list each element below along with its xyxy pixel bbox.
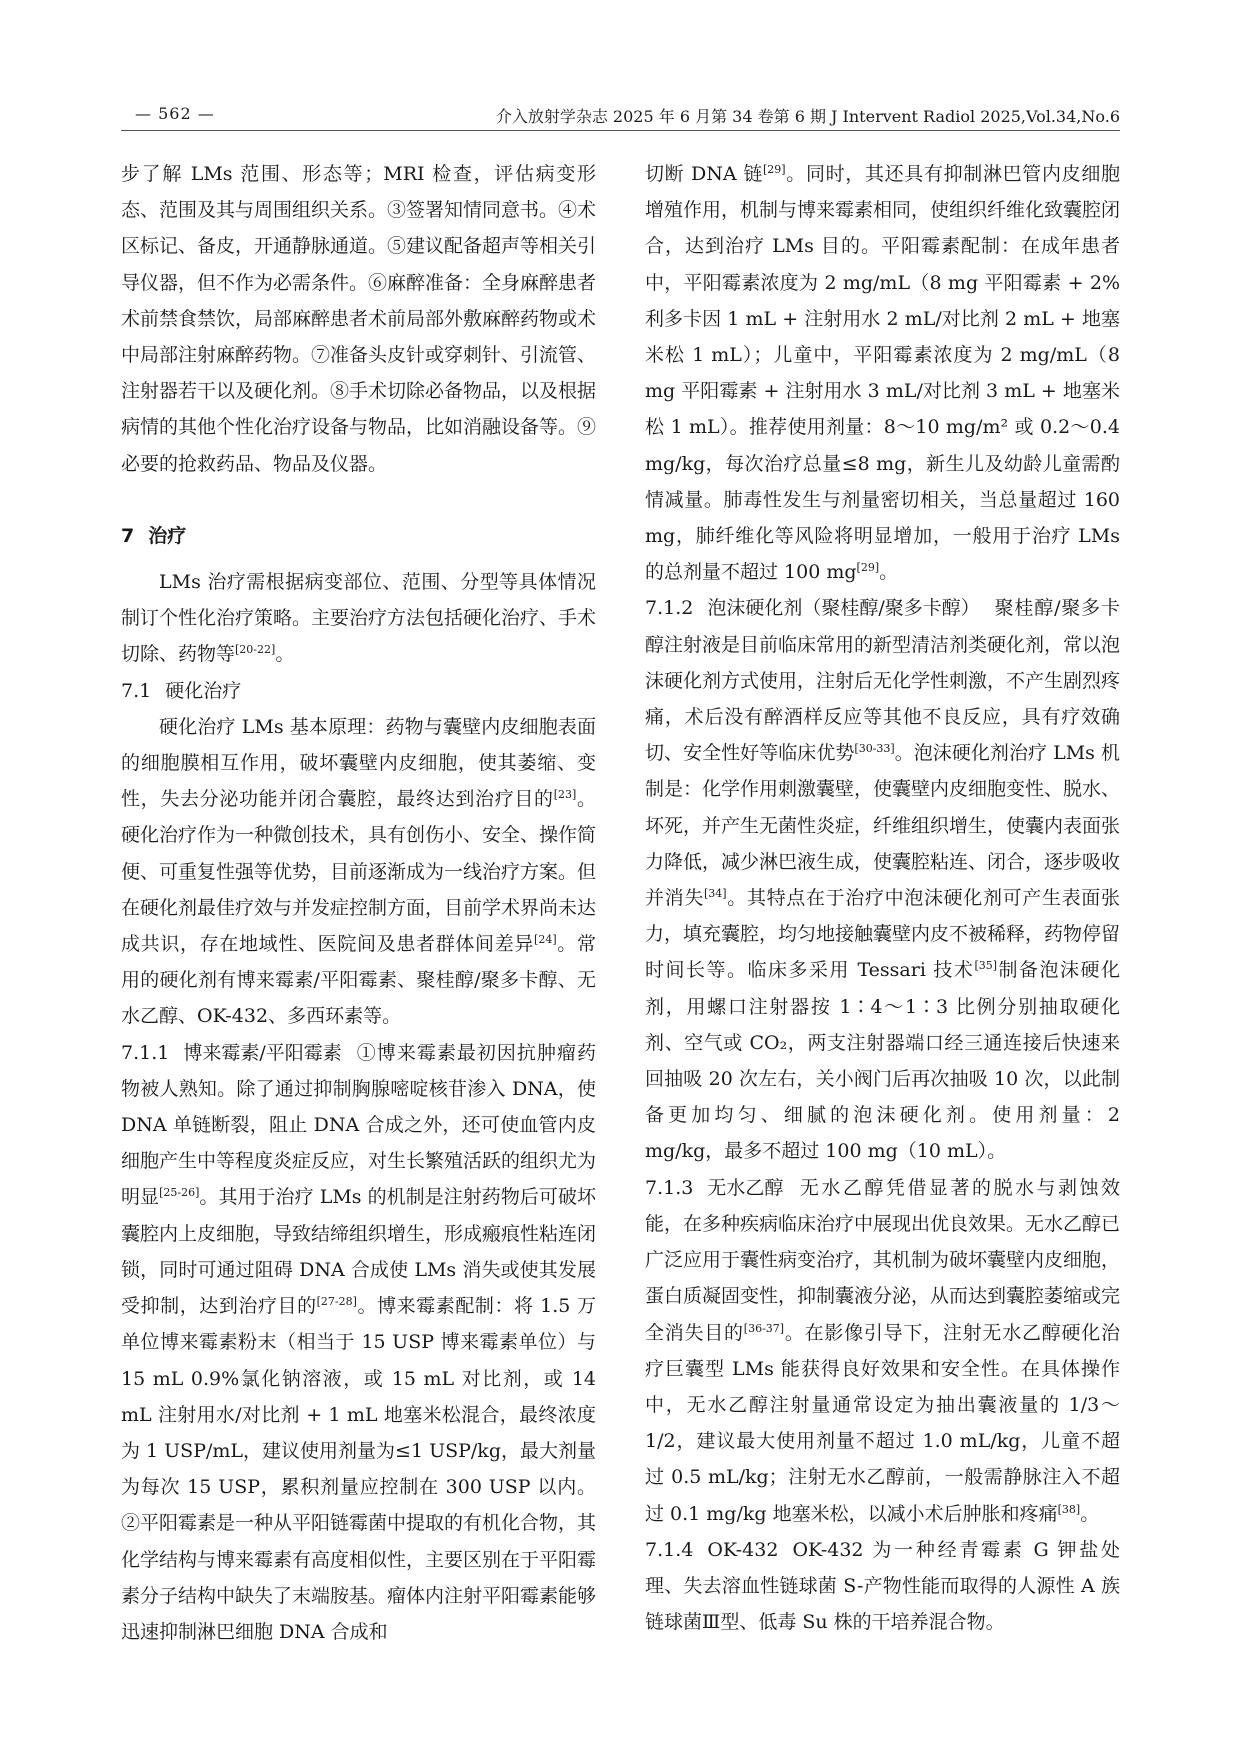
paragraph: 步了解 LMs 范围、形态等；MRI 检查，评估病变形态、范围及其与周围组织关系。③签署知情同意书。④术区标记、备皮，开通静脉通道。⑤建议配备超声等相关引导仪器，但不作为必需条件。⑥麻醉准备：全身麻醉患者术前禁食禁饮，局部麻醉患者术前局部外敷麻醉药物或术中局部注射麻醉药物。⑦准备头皮针或穿刺针、引流管、注射器若干以及硬化剂。⑧手术切除必备物品，以及根据病情的其他个性化治疗设备与物品，比如消融设备等。⑨必要的抢救药品、物品及仪器。 xyxy=(121,163,597,475)
subsection-number: 7.1.4 xyxy=(645,1538,694,1561)
section-heading-7 xyxy=(121,518,596,554)
section-number: 7 xyxy=(121,524,135,547)
page-number: — 562 — xyxy=(135,104,215,123)
citation: [20-22] xyxy=(235,643,276,657)
paragraph-7-1-1: 7.1.1 博来霉素/平阳霉素 ①博来霉素最初因抗肿瘤药物被人熟知。除了通过抑制胸腺嘧啶核苷渗入 DNA，使 DNA 单链断裂，阻止 DNA 合成之外，还可使血管内皮细胞产生中等程度炎症反应，对生长繁殖活跃的组织尤为明显[25-26]。其用于治疗 LMs 的机制是注射药物后可破坏囊腔内上皮细胞，导致结缔组织增生，形成瘢痕性粘连闭锁，同时可通过阻碍 DNA 合成使 LMs 消失或使其发展受抑制，达到治疗目的[27-28]。博来霉素配制：将 1.5 万单位博来霉素粉末（相当于 15 USP 博来霉素单位）与 15 mL 0.9%氯化钠溶液，或 15 mL 对比剂，或 14 mL 注射用水/对比剂 + 1 mL 地塞米松混合，最终浓度为 1 USP/mL，建议使用剂量为≤1 USP/kg，最大剂量为每次 15 USP，累积剂量应控制在 300 USP 以内。②平阳霉素是一种从平阳链霉菌中提取的有机化合物，其化学结构与博来霉素有高度相似性，主要区别在于平阳霉素分子结构中缺失了末端胺基。瘤体内注射平阳霉素能够迅速抑制淋巴细胞 DNA 合成和 xyxy=(121,1035,596,1650)
citation: [34] xyxy=(704,887,727,901)
subsection-title: OK-432 xyxy=(707,1538,779,1561)
citation: [35] xyxy=(974,959,998,973)
paragraph: 切断 DNA 链[29]。同时，其还具有抑制淋巴管内皮细胞增殖作用，机制与博来霉素相同，使组织纤维化致囊腔闭合，达到治疗 LMs 目的。平阳霉素配制：在成年患者中，平阳霉素浓度为 2 mg/mL（8 mg 平阳霉素 + 2%利多卡因 1 mL + 注射用水 2 mL/对比剂 2 mL + 地塞米松 1 mL）；儿童中，平阳霉素浓度为 2 mg/mL（8 mg 平阳霉素 + 注射用水 3 mL/对比剂 3 mL + 地塞米松 1 mL）。推荐使用剂量：8～10 mg/m² 或 0.2～0.4 mg/kg，每次治疗总量≤8 mg，新生儿及幼龄儿童需酌情减量。肺毒性发生与剂量密切相关，当总量超过 160 mg，肺纤维化等风险将明显增加，一般用于治疗 LMs 的总剂量不超过 100 mg[29]。 xyxy=(645,163,1121,584)
subsection-heading-7-1 xyxy=(121,673,596,709)
citation: [29] xyxy=(763,163,786,176)
running-header xyxy=(121,104,1120,131)
citation: [24] xyxy=(534,933,557,947)
subsection-number: 7.1.3 xyxy=(645,1176,694,1199)
paragraph-7-1-2: 7.1.2 泡沫硬化剂（聚桂醇/聚多卡醇） 聚桂醇/聚多卡醇注射液是目前临床常用的新型清洁剂类硬化剂，常以泡沫硬化剂方式使用，注射后无化学性刺激，不产生剧烈疼痛，术后没有醉酒样反应等其他不良反应，具有疗效确切、安全性好等临床优势[30-33]。泡沫硬化剂治疗 LMs 机制是：化学作用刺激囊壁，使囊壁内皮细胞变性、脱水、坏死，并产生无菌性炎症，纤维组织增生，使囊内表面张力降低，减少淋巴液生成，使囊腔粘连、闭合，逐步吸收并消失[34]。其特点在于治疗中泡沫硬化剂可产生表面张力，填充囊腔，均匀地接触囊壁内皮不被稀释，药物停留时间长等。临床多采用 Tessari 技术[35]制备泡沫硬化剂，用螺口注射器按 1∶4～1∶3 比例分别抽取硬化剂、空气或 CO₂，两支注射器端口经三通连接后快速来回抽吸 20 次左右，关小阀门后再次抽吸 10 次，以此制备更加均匀、细腻的泡沫硬化剂。使用剂量：2 mg/kg，最多不超过 100 mg（10 mL）。 xyxy=(645,590,1120,1169)
citation: [30-33] xyxy=(854,742,895,756)
citation: [36-37] xyxy=(743,1321,785,1335)
left-column xyxy=(121,156,596,1650)
paragraph-7-1-4: 7.1.4 OK-432 OK-432 为一种经青霉素 G 钾盐处理、失去溶血性链球菌 S-产物性能而取得的人源性 A 族链球菌Ⅲ型、低毒 Su 株的干培养混合物。 xyxy=(645,1532,1120,1641)
subsection-number: 7.1.1 xyxy=(121,1041,170,1064)
citation: [25-26] xyxy=(159,1186,200,1200)
subsection-title: 泡沫硬化剂（聚桂醇/聚多卡醇） xyxy=(707,597,980,620)
subsection-title: 硬化治疗 xyxy=(165,679,242,702)
subsection-title: 博来霉素/平阳霉素 xyxy=(183,1041,342,1064)
citation: [23] xyxy=(553,788,577,802)
citation: [29] xyxy=(856,561,880,575)
citation: [27-28] xyxy=(316,1295,357,1309)
journal-citation: 介入放射学杂志 2025 年 6 月第 34 卷第 6 期 J Intervent Radiol 2025,Vol.34,No.6 xyxy=(495,107,1120,126)
paragraph: 硬化治疗 LMs 基本原理：药物与囊壁内皮细胞表面的细胞膜相互作用，破坏囊壁内皮细胞，使其萎缩、变性，失去分泌功能并闭合囊腔，最终达到治疗目的[23]。硬化治疗作为一种微创技术，具有创伤小、安全、操作简便、可重复性强等优势，目前逐渐成为一线治疗方案。但在硬化剂最佳疗效与并发症控制方面，目前学术界尚未达成共识，存在地域性、医院间及患者群体间差异[24]。常用的硬化剂有博来霉素/平阳霉素、聚桂醇/聚多卡醇、无水乙醇、OK-432、多西环素等。 xyxy=(121,715,597,1028)
subsection-number: 7.1.2 xyxy=(645,597,694,620)
section-title: 治疗 xyxy=(148,524,187,547)
citation: [38] xyxy=(1057,1502,1081,1516)
paragraph: LMs 治疗需根据病变部位、范围、分型等具体情况制订个性化治疗策略。主要治疗方法包括硬化治疗、手术切除、药物等[20-22]。 xyxy=(121,571,597,666)
right-column xyxy=(645,156,1120,1640)
subsection-number: 7.1 xyxy=(121,679,152,702)
paragraph-7-1-3: 7.1.3 无水乙醇 无水乙醇凭借显著的脱水与剥蚀效能，在多种疾病临床治疗中展现出优良效果。无水乙醇已广泛应用于囊性病变治疗，其机制为破坏囊壁内皮细胞，蛋白质凝固变性，抑制囊液分泌，从而达到囊腔萎缩或完全消失目的[36-37]。在影像引导下，注射无水乙醇硬化治疗巨囊型 LMs 能获得良好效果和安全性。在具体操作中，无水乙醇注射量通常设定为抽出囊液量的 1/3～1/2，建议最大使用剂量不超过 1.0 mL/kg，儿童不超过 0.5 mL/kg；注射无水乙醇前，一般需静脉注入不超过 0.1 mg/kg 地塞米松，以减小术后肿胀和疼痛[38]。 xyxy=(645,1170,1120,1532)
subsection-title: 无水乙醇 xyxy=(707,1176,784,1199)
